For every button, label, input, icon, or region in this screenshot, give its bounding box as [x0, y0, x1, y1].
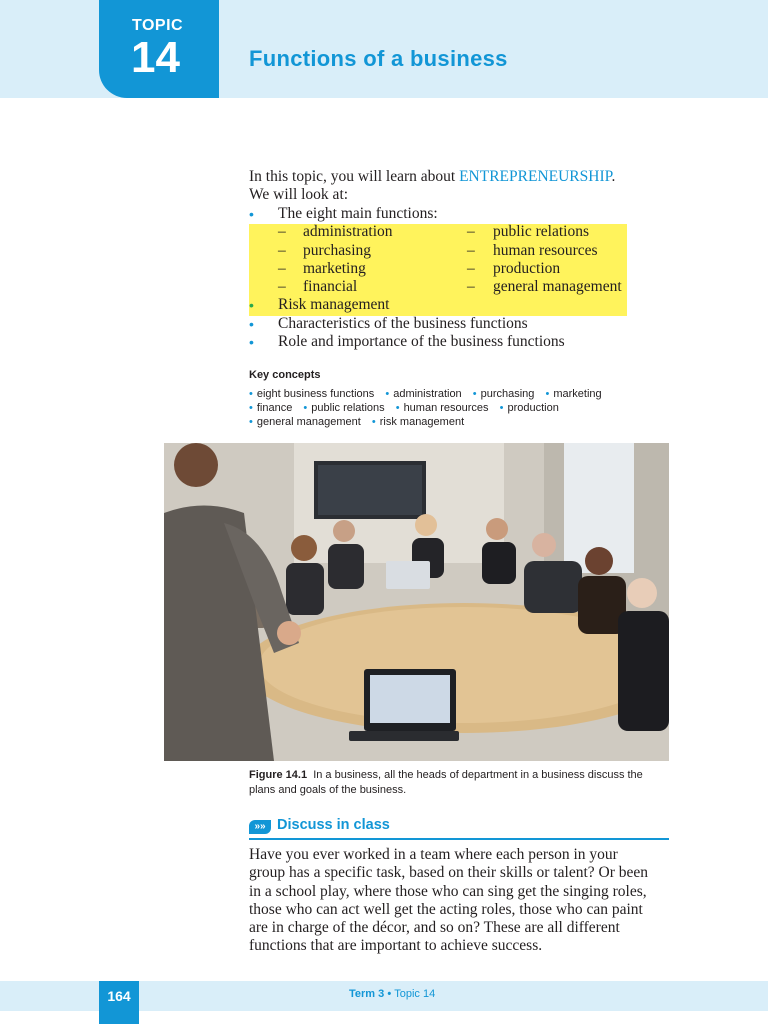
- bullet-label: Characteristics of the business functions: [278, 314, 528, 332]
- key-concepts-line: [249, 415, 610, 429]
- dash: –: [278, 278, 286, 296]
- key-concepts-list: [249, 387, 610, 430]
- figure-label: Figure 14.1: [249, 769, 308, 781]
- intro-line1-suffix: .: [611, 168, 616, 185]
- intro-line2: We will look at:: [249, 186, 349, 204]
- footer-running-head: [349, 988, 435, 1000]
- concept-item: general management: [256, 416, 361, 429]
- key-concepts-line: [249, 387, 610, 401]
- discuss-arrows-icon: »»: [249, 820, 271, 834]
- function-financial: financial: [303, 278, 358, 296]
- function-public-relations: public relations: [493, 223, 589, 241]
- bullet-dot: •: [249, 297, 254, 314]
- concept-dot: •: [249, 416, 253, 429]
- topic-number: 14: [131, 33, 180, 82]
- meeting-photo: [164, 443, 669, 761]
- concept-item: eight business functions: [256, 388, 375, 400]
- discuss-header: [249, 818, 669, 840]
- concept-item: purchasing: [480, 388, 535, 400]
- footer-topic: Topic 14: [394, 988, 436, 1000]
- concept-item: public relations: [311, 402, 385, 415]
- bullet-label: Role and importance of the business functions: [278, 333, 565, 351]
- discuss-line: are in charge of the décor, and so on? These are all different: [249, 919, 620, 937]
- concept-item: finance: [256, 402, 293, 415]
- discuss-line: functions that are important to achieve success.: [249, 937, 543, 955]
- function-production: production: [493, 259, 561, 277]
- bullet-dot: •: [249, 315, 254, 332]
- dash: –: [278, 259, 286, 277]
- concept-item: risk management: [379, 416, 465, 429]
- concept-item: administration: [393, 388, 462, 400]
- concept-dot: •: [249, 388, 253, 400]
- discuss-title: Discuss in class: [277, 817, 390, 833]
- intro-line1-prefix: In this topic, you will learn about: [249, 168, 460, 185]
- page-title: Functions of a business: [249, 46, 508, 71]
- concept-dot: •: [395, 402, 400, 415]
- function-general-management: general management: [493, 278, 622, 296]
- discuss-line: in a school play, where those who can sing get the singing roles,: [249, 882, 647, 900]
- concept-dot: •: [472, 388, 477, 400]
- concept-item: human resources: [403, 402, 489, 415]
- concept-dot: •: [303, 402, 308, 415]
- footer-term: Term 3: [349, 988, 385, 1000]
- discuss-body: [249, 846, 659, 956]
- concept-item: production: [507, 402, 559, 415]
- page-number: 164: [99, 981, 139, 1024]
- concept-dot: •: [249, 402, 253, 415]
- entrepreneurship-term: ENTREPRENEURSHIP: [459, 168, 612, 185]
- concept-dot: •: [545, 388, 550, 400]
- concept-item: marketing: [553, 388, 602, 400]
- topic-label: TOPIC: [132, 17, 184, 34]
- discuss-line: those who can act well get the acting roles, those who can paint: [249, 900, 643, 918]
- dash: –: [467, 223, 475, 241]
- key-concepts-line: [249, 401, 610, 415]
- bullet-dot: •: [249, 206, 254, 222]
- function-purchasing: purchasing: [303, 241, 372, 259]
- dash: –: [278, 223, 286, 241]
- figure-caption: [249, 768, 659, 798]
- concept-dot: •: [385, 388, 390, 400]
- discuss-line: group has a specific task, based on their skills or talent? Or been: [249, 864, 649, 882]
- function-human-resources: human resources: [493, 241, 598, 259]
- discuss-line: Have you ever worked in a team where each person in your: [249, 846, 618, 863]
- bullet-dot: •: [249, 334, 254, 351]
- dash: –: [278, 241, 286, 259]
- concept-dot: •: [371, 416, 376, 429]
- footer-separator: •: [387, 988, 392, 1000]
- dash: –: [467, 278, 475, 296]
- dash: –: [467, 241, 475, 259]
- bullet-label: The eight main functions:: [278, 205, 438, 222]
- intro-text: [249, 168, 649, 205]
- bullet-label: Risk management: [278, 296, 390, 314]
- key-concepts-title: Key concepts: [249, 369, 321, 381]
- figure-caption-text: In a business, all the heads of department in a business discuss the plans and goals of the business.: [249, 769, 643, 796]
- concept-dot: •: [499, 402, 504, 415]
- function-administration: administration: [303, 223, 393, 241]
- topic-tab: [99, 0, 219, 98]
- dash: –: [467, 259, 475, 277]
- function-marketing: marketing: [303, 259, 366, 277]
